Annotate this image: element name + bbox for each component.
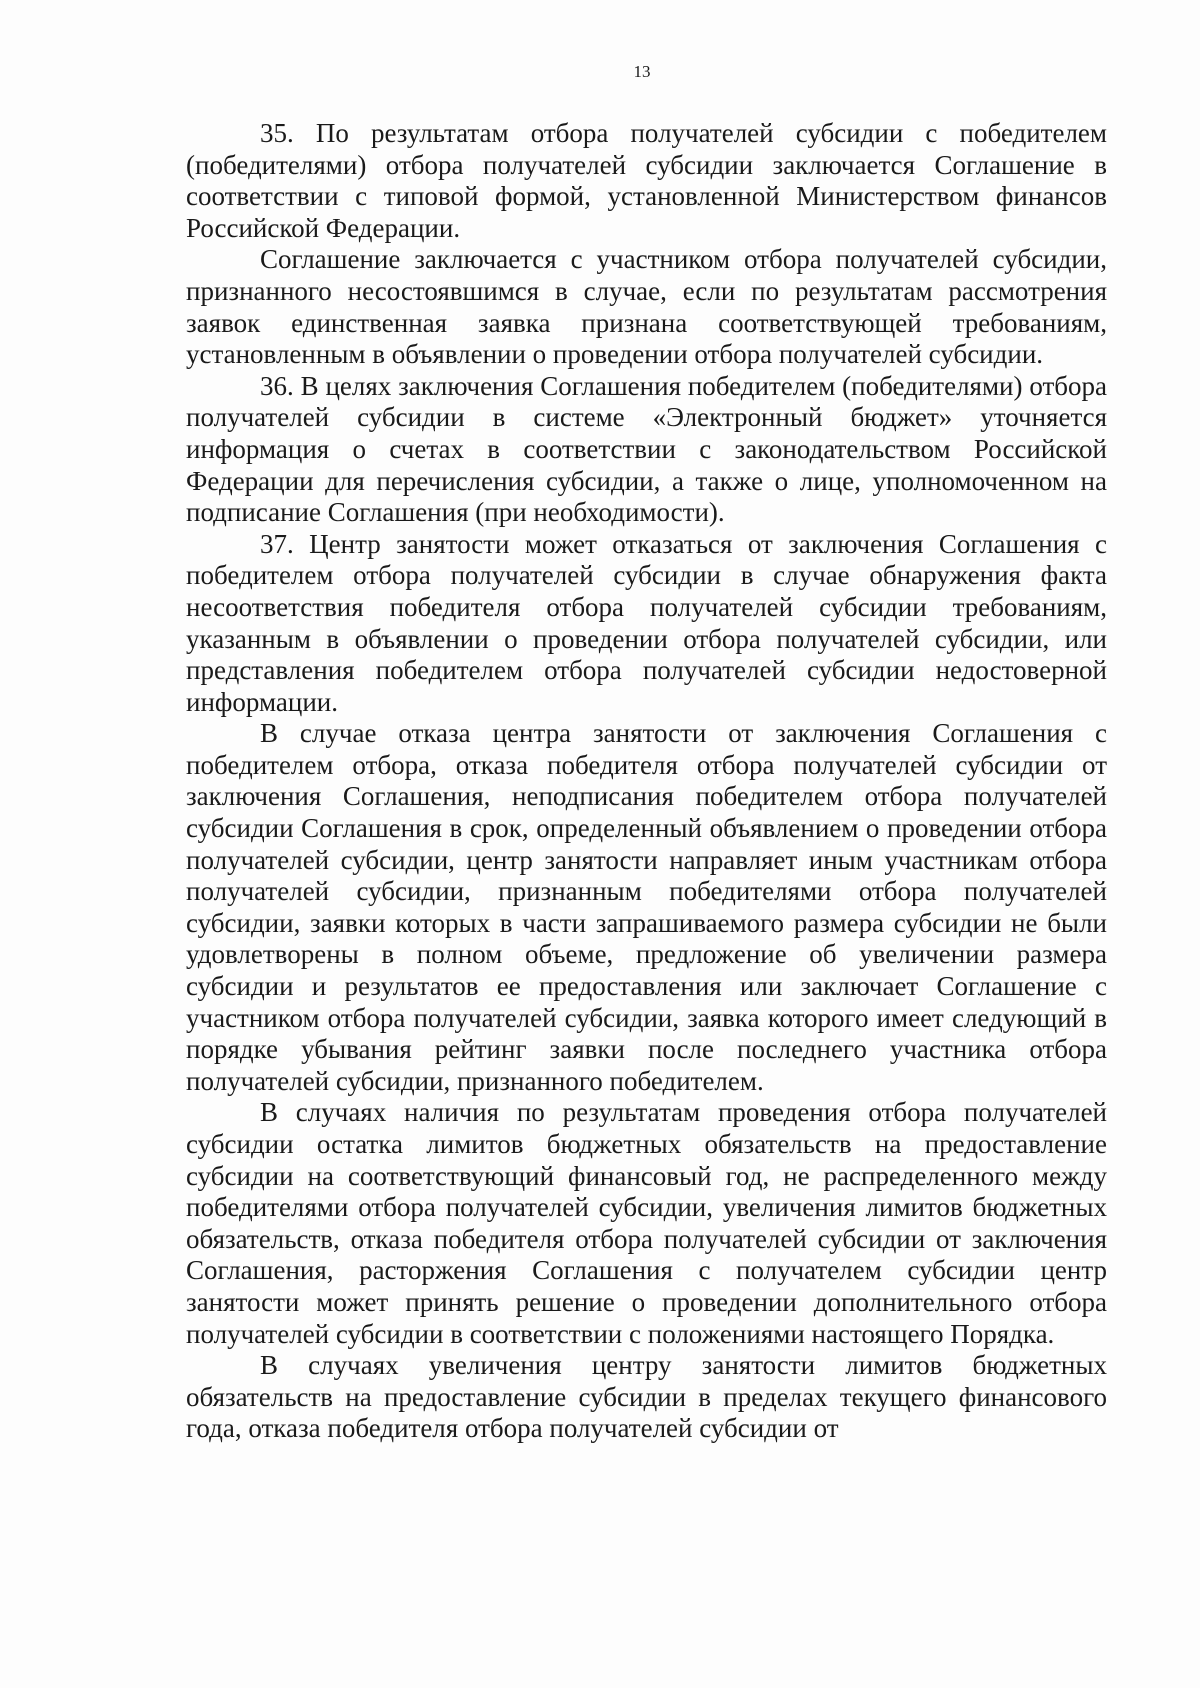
document-body [186, 118, 1107, 1445]
paragraph-35: 35. По результатам отбора получателей субсидии с победителем (победителями) отбора получателей субсидии заключается Соглашение в соответствии с типовой формой, установленной Министерством финансов Российской Федерации. [186, 118, 1107, 243]
paragraph-36: 36. В целях заключения Соглашения победителем (победителями) отбора получателей субсидии в системе «Электронный бюджет» уточняется информация о счетах в соответствии с законодательством Российской Федерации для перечисления субсидии, а также о лице, уполномоченном на подписание Соглашения (при необходимости). [186, 370, 1107, 528]
paragraph-refusal-case: В случае отказа центра занятости от заключения Соглашения с победителем отбора, отказа победителя отбора получателей субсидии от заключения Соглашения, неподписания победителем отбора получателей субсидии Соглашения в срок, определенный объявлением о проведении отбора получателей субсидии, центр занятости направляет иным участникам отбора получателей субсидии, признанным победителями отбора получателей субсидии, заявки которых в части запрашиваемого размера субсидии не были удовлетворены в полном объеме, предложение об увеличении размера субсидии и результатов ее предоставления или заключает Соглашение с участником отбора получателей субсидии, заявка которого имеет следующий в порядке убывания рейтинг заявки после последнего участника отбора получателей субсидии, признанного победителем. [186, 718, 1107, 1096]
paragraph-agreement-single-participant: Соглашение заключается с участником отбора получателей субсидии, признанного несостоявшимся в случае, если по результатам рассмотрения заявок единственная заявка признана соответствующей требованиям, установленным в объявлении о проведении отбора получателей субсидии. [186, 244, 1107, 370]
paragraph-remaining-limits: В случаях наличия по результатам проведения отбора получателей субсидии остатка лимитов бюджетных обязательств на предоставление субсидии на соответствующий финансовый год, не распределенного между победителями отбора получателей субсидии, увеличения лимитов бюджетных обязательств, отказа победителя отбора получателей субсидии от заключения Соглашения, расторжения Соглашения с получателем субсидии центр занятости может принять решение о проведении дополнительного отбора получателей субсидии в соответствии с положениями настоящего Порядка. [186, 1097, 1107, 1349]
paragraph-37: 37. Центр занятости может отказаться от заключения Соглашения с победителем отбора получателей субсидии в случае обнаружения факта несоответствия победителя отбора получателей субсидии требованиям, указанным в объявлении о проведении отбора получателей субсидии, или представления победителем отбора получателей субсидии недостоверной информации. [186, 528, 1107, 717]
paragraph-limits-increase: В случаях увеличения центру занятости лимитов бюджетных обязательств на предоставление субсидии в пределах текущего финансового года, отказа победителя отбора получателей субсидии от [186, 1350, 1107, 1444]
page-number: 13 [633, 62, 651, 81]
